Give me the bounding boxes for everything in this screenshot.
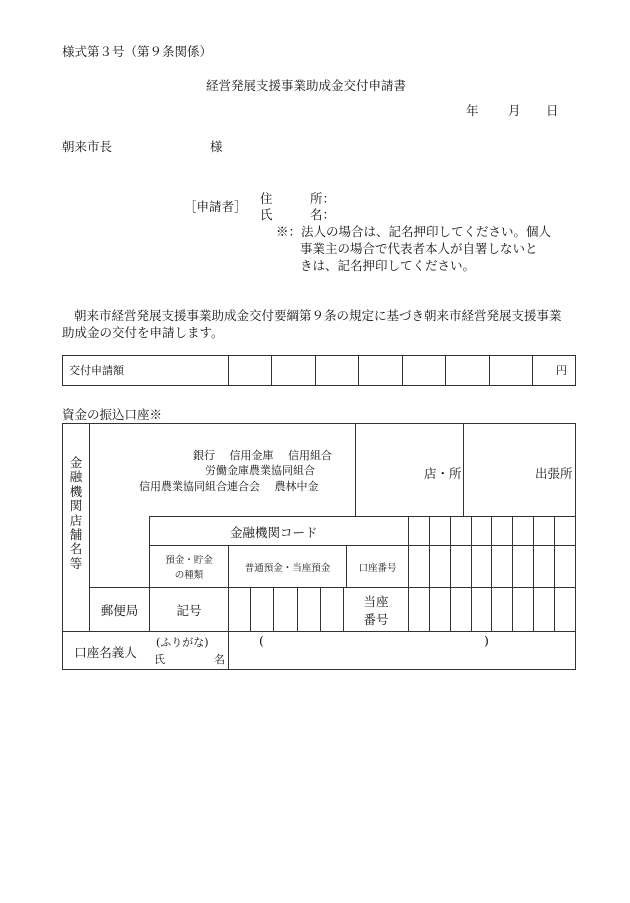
bank-types-line2: 労働金庫農業協同組合 xyxy=(205,464,315,477)
branch-label: 店・所 xyxy=(424,466,462,481)
post-symbol-label: 記号 xyxy=(176,603,202,618)
amount-label: 交付申請額 xyxy=(69,364,124,377)
furigana-paren-close: ) xyxy=(484,633,489,648)
account-number-label: 口座番号 xyxy=(358,563,397,574)
account-section-title: 資金の振込口座※ xyxy=(62,407,163,422)
account-holder-label: 口座名義人 xyxy=(74,645,137,660)
date-month: 月 xyxy=(508,103,521,118)
sub-branch-label: 出張所 xyxy=(535,466,573,481)
bank-types-line1: 銀行 信用金庫 信用組合 xyxy=(193,449,332,462)
toza-label-line2: 番号 xyxy=(363,612,389,627)
holder-name-shi: 氏 xyxy=(154,653,165,666)
bank-types-line3: 信用農業協同組合連合会 農林中金 xyxy=(139,480,319,493)
amount-table xyxy=(62,355,576,386)
form-number: 様式第３号（第９条関係） xyxy=(62,44,213,59)
applicant-note-2: 事業主の場合で代表者本人が自署しないと xyxy=(300,241,538,256)
financial-institution-side-label: 金融機関店舗名等 xyxy=(69,455,83,571)
deposit-kinds: 普通預金・当座預金 xyxy=(244,563,331,574)
form-title: 経営発展支援事業助成金交付申請書 xyxy=(206,78,407,93)
applicant-note-1: ※：法人の場合は、記名押印してください。個人 xyxy=(276,224,552,239)
furigana-paren-open: ( xyxy=(259,633,264,648)
deposit-type-line1: 預金・貯金 xyxy=(165,555,213,566)
addressee-mayor: 朝来市長 xyxy=(62,139,113,154)
date-year: 年 xyxy=(466,103,479,118)
address-label: 住 所： xyxy=(260,191,336,206)
institution-code-label: 金融機関コード xyxy=(230,525,318,540)
toza-label-line1: 当座 xyxy=(363,594,389,609)
body-text-2: 助成金の交付を申請します。 xyxy=(62,325,224,340)
amount-unit-yen: 円 xyxy=(556,364,567,377)
addressee-honorific: 様 xyxy=(210,139,223,154)
holder-name-mei: 名 xyxy=(214,653,225,666)
deposit-type-line2: の種類 xyxy=(174,570,204,581)
name-label: 氏 名： xyxy=(260,207,336,222)
body-text-1: 朝来市経営発展支援事業助成金交付要綱第９条の規定に基づき朝来市経営発展支援事業 xyxy=(74,308,562,323)
date-day: 日 xyxy=(546,103,559,118)
post-office-label: 郵便局 xyxy=(100,603,139,618)
furigana-label: (ふりがな) xyxy=(156,636,209,649)
applicant-note-3: きは、記名押印してください。 xyxy=(300,258,476,273)
applicant-label: ［申請者］ xyxy=(184,199,247,214)
